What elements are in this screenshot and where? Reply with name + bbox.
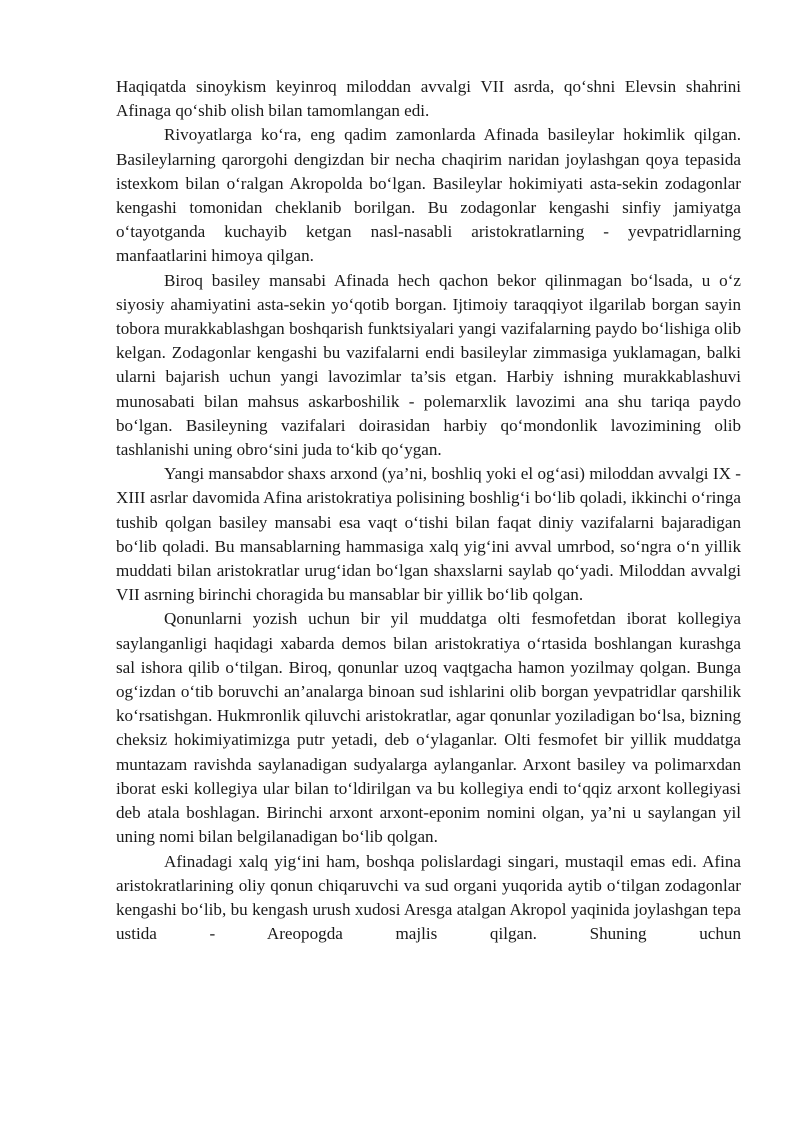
- paragraph-basileys: Rivoyatlarga ko‘ra, eng qadim zamonlarda Afinada basileylar hokimlik qilgan. Basileylarning qarorgohi dengizdan bir necha chaqirim naridan joylashgan qoya tepasida istexkom bilan o‘ralgan Akropolda bo‘lgan. Basileylar hokimiyati asta-sekin zodagonlar kengashi tomonidan cheklanib borilgan. Bu zodagonlar kengashi sinfiy jamiyatga o‘tayotganda kuchayib ketgan nasl-nasabli aristokratlarning - yevpatridlarning manfaatlarini himoya qilgan.: [116, 125, 741, 266]
- document-page: [116, 75, 741, 946]
- paragraph-basiley-office: Biroq basiley mansabi Afinada hech qachon bekor qilinmagan bo‘lsada, u o‘z siyosiy ahamiyatini asta-sekin yo‘qotib borgan. Ijtimoiy taraqqiyot ilgarilab borgan sayin tobora murakkablashgan boshqarish funktsiyalari yangi vazifalarning paydo bo‘lishiga olib kelgan. Zodagonlar kengashi bu vazifalarni endi basileylar zimmasiga yuklamagan, balki ularni bajarish uchun yangi lavozimlar ta’sis etgan. Harbiy ishning murakkablashuvi munosabati bilan mahsus askarboshilik - polemarxlik lavozimi ana shu tariqa paydo bo‘lgan. Basileyning vazifalari doirasidan harbiy qo‘mondonlik lavozimining olib tashlanishi uning obro‘sini juda to‘kib qo‘ygan.: [116, 270, 741, 460]
- paragraph-assembly: Afinadagi xalq yig‘ini ham, boshqa polislardagi singari, mustaqil emas edi. Afina aristokratlarining oliy qonun chiqaruvchi va sud organi yuqorida aytib o‘tilgan zodagonlar kengashi bo‘lib, bu kengash urush xudosi Aresga atalgan Akropol yaqinida joylashgan tepa ustida - Areopogda majlis qilgan. Shuning uchun: [116, 851, 741, 944]
- paragraph-continuation: Haqiqatda sinoykism keyinroq miloddan avvalgi VII asrda, qo‘shni Elevsin shahrini Afinaga qo‘shib olish bilan tamomlangan edi.: [116, 77, 741, 121]
- paragraph-laws: Qonunlarni yozish uchun bir yil muddatga olti fesmofetdan iborat kollegiya saylanganligi haqidagi xabarda demos bilan aristokratiya o‘rtasida boshlangan kurashga sal ishora qilib o‘tilgan. Biroq, qonunlar uzoq vaqtgacha hamon yozilmay qolgan. Bunga og‘izdan o‘tib boruvchi an’analarga binoan sud ishlarini olib borgan yevpatridlar qarshilik ko‘rsatishgan. Hukmronlik qiluvchi aristokratlar, agar qonunlar yoziladigan bo‘lsa, bizning cheksiz hokimiyatimizga putr yetadi, deb o‘ylaganlar. Olti fesmofet bir yillik muddatga muntazam ravishda saylanadigan sudyalarga aylanganlar. Arxont basiley va polimarxdan iborat eski kollegiya ular bilan to‘ldirilgan va bu kollegiya endi to‘qqiz arxont kollegiyasi deb atala boshlagan. Birinchi arxont arxont-eponim nomini olgan, ya’ni u saylangan yil uning nomi bilan belgilanadigan bo‘lib qolgan.: [116, 609, 741, 847]
- paragraph-archon: Yangi mansabdor shaxs arxond (ya’ni, boshliq yoki el og‘asi) miloddan avvalgi IX - XIII asrlar davomida Afina aristokratiya polisining boshlig‘i bo‘lib qoladi, ikkinchi o‘ringa tushib qolgan basiley mansabi esa vaqt o‘tishi bilan faqat diniy vazifalarni bajaradigan bo‘lib qoladi. Bu mansablarning hammasiga xalq yig‘ini avval umrbod, so‘ngra o‘n yillik muddati bilan aristokratlar urug‘idan bo‘lgan shaxslarni saylab qo‘yadi. Miloddan avvalgi VII asrning birinchi choragida bu mansablar bir yillik bo‘lib qolgan.: [116, 464, 741, 605]
